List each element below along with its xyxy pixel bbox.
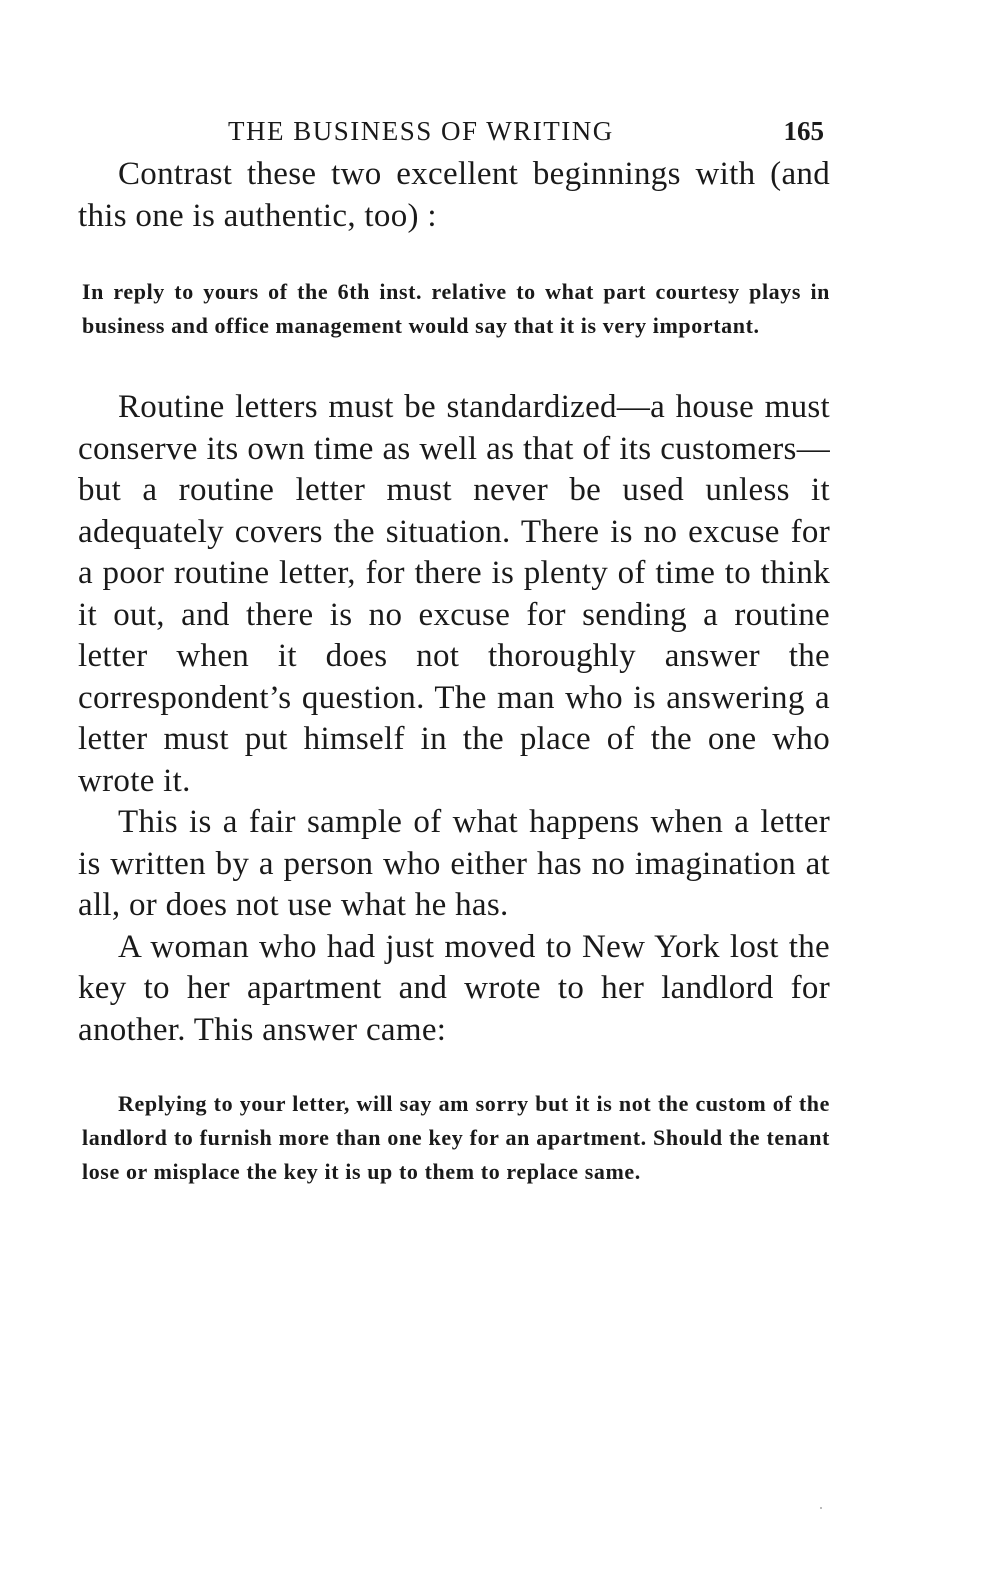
paragraph-woman-key: A woman who had just moved to New York lost the key to her apartment and wrote to her landlord for another. This answer came:	[78, 928, 830, 1048]
page-number: 165	[783, 116, 824, 146]
spacer	[78, 1051, 830, 1087]
paragraph-contrast: Contrast these two excellent beginnings with (and this one is authentic, too) :	[78, 156, 830, 234]
running-head-title: THE BUSINESS OF WRITING	[228, 116, 614, 146]
book-page	[78, 108, 830, 1189]
paragraph-fair-sample: This is a fair sample of what happens when a letter is written by a person who either has no imagination at all, or does not use what he has.	[78, 804, 830, 923]
spacer	[78, 237, 830, 275]
running-head	[78, 108, 830, 154]
quoted-letter-landlord: Replying to your letter, will say am sorry but it is not the custom of the landlord to furnish more than one key for an apartment. Should the tenant lose or misplace the key it is up to them to replace same.	[82, 1091, 830, 1184]
spacer	[78, 343, 830, 387]
quoted-letter-courtesy: In reply to yours of the 6th inst. relative to what part courtesy plays in business and office management would say that it is very important.	[82, 279, 830, 338]
paragraph-routine-letters: Routine letters must be standardized—a house must conserve its own time as well as that of its customers—but a routine letter must never be used unless it adequately covers the situation. There is no excuse for a poor routine letter, for there is plenty of time to think it out, and there is no excuse for sending a routine letter when it does not thoroughly answer the correspondent’s question. The man who is answering a letter must put himself in the place of the one who wrote it.	[78, 389, 830, 799]
scan-speck	[820, 1507, 822, 1509]
